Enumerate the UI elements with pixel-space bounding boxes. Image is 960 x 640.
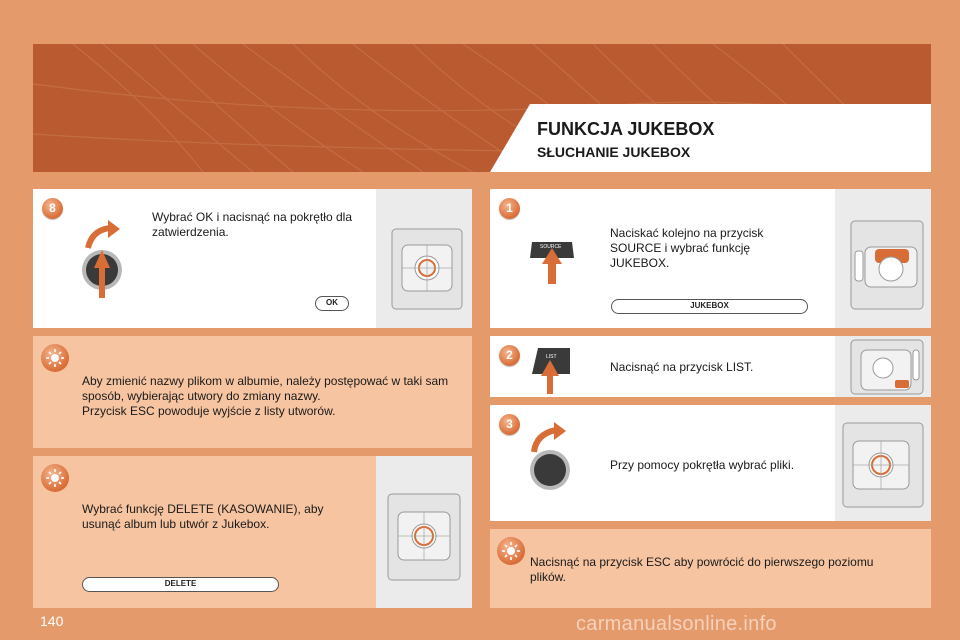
- device-strip: [835, 405, 931, 521]
- control-panel-illustration: [376, 189, 472, 328]
- list-button-press-icon: [530, 344, 574, 394]
- tip-2-text: Wybrać funkcję DELETE (KASOWANIE), aby usunąć album lub utwór z Jukebox.: [82, 502, 324, 531]
- step-3-text: Przy pomocy pokrętła wybrać pliki.: [610, 458, 795, 472]
- delete-display-pill: DELETE: [82, 577, 279, 592]
- control-panel-illustration: [835, 189, 931, 328]
- step-2-text: Nacisnąć na przycisk LIST.: [610, 360, 754, 374]
- control-panel-illustration: [835, 405, 931, 521]
- tip-1-text: Aby zmienić nazwy plikom w albumie, należy postępować w taki sam sposób, wybierając utwory do zmiany nazwy. Przycisk ESC powoduje wyjście z listy utworów.: [82, 374, 449, 418]
- tip-3-text: Nacisnąć na przycisk ESC aby powrócić do pierwszego poziomu plików.: [530, 555, 874, 584]
- device-strip: [835, 189, 931, 328]
- step-badge: 1: [499, 198, 520, 219]
- step-badge: 8: [42, 198, 63, 219]
- tip-lightbulb-icon: [41, 344, 69, 372]
- list-button-label: LIST: [546, 354, 557, 360]
- tip-lightbulb-icon: [41, 464, 69, 492]
- page-number: 140: [40, 613, 64, 629]
- step-1-text: Naciskać kolejno na przycisk SOURCE i wybrać funkcję JUKEBOX.: [610, 226, 764, 270]
- step-badge: 2: [499, 345, 520, 366]
- source-button-label: SOURCE: [540, 244, 562, 250]
- knob-press-icon: [78, 220, 138, 302]
- control-panel-illustration: [835, 336, 931, 397]
- tip-lightbulb-icon: [497, 537, 525, 565]
- watermark: carmanualsonline.info: [576, 613, 777, 635]
- step-8-text: Wybrać OK i nacisnąć na pokrętło dla zatwierdzenia.: [152, 210, 352, 239]
- step-badge: 3: [499, 414, 520, 435]
- page-subtitle: SŁUCHANIE JUKEBOX: [537, 144, 691, 160]
- device-strip: [376, 456, 472, 608]
- device-strip: [835, 336, 931, 397]
- page-title: FUNKCJA JUKEBOX: [537, 119, 715, 139]
- knob-rotate-icon: [522, 420, 582, 496]
- jukebox-display-pill: JUKEBOX: [611, 299, 808, 314]
- ok-display-pill: OK: [315, 296, 349, 311]
- device-strip: [376, 189, 472, 328]
- control-panel-illustration: [376, 456, 472, 608]
